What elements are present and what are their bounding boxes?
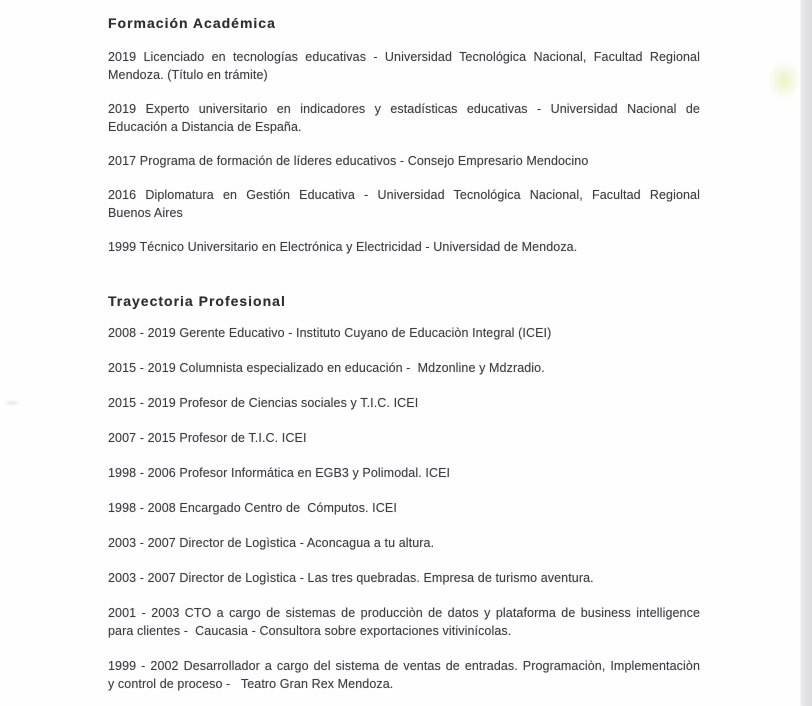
cv-entry-line: 2019 Experto universitario en indicadores y estadísticas educativas - Universidad Nacional de	[108, 102, 700, 116]
section-body-trayectoria-profesional	[108, 324, 700, 693]
cv-entry	[108, 152, 700, 170]
cv-entry	[108, 100, 700, 136]
cv-entry	[108, 464, 700, 482]
cv-entry-line: Mendoza. (Título en trámite)	[108, 68, 268, 82]
cv-entry	[108, 359, 700, 377]
cv-entry-line: 2015 - 2019 Columnista especializado en educación - Mdzonline y Mdzradio.	[108, 361, 545, 375]
scan-smudge-left	[4, 400, 20, 406]
cv-entry	[108, 534, 700, 552]
section-body-formacion-academica	[108, 48, 700, 256]
cv-entry-line: Buenos Aires	[108, 206, 183, 220]
cv-entry-line: 2003 - 2007 Director de Logìstica - Aconcagua a tu altura.	[108, 536, 435, 550]
cv-entry	[108, 48, 700, 84]
cv-entry-line: 2003 - 2007 Director de Logìstica - Las tres quebradas. Empresa de turismo aventura.	[108, 571, 594, 585]
cv-entry	[108, 324, 700, 342]
cv-entry-line: 2015 - 2019 Profesor de Ciencias sociales y T.I.C. ICEI	[108, 396, 419, 410]
section-heading-trayectoria-profesional: Trayectoria Profesional	[108, 293, 286, 309]
cv-content	[108, 6, 700, 706]
cv-entry	[108, 657, 700, 693]
section-heading-formacion-academica: Formación Académica	[108, 15, 276, 31]
cv-entry-line: 2007 - 2015 Profesor de T.I.C. ICEI	[108, 431, 307, 445]
cv-entry-line: 2019 Licenciado en tecnologías educativas - Universidad Tecnológica Nacional, Facultad Regional	[108, 50, 700, 64]
cv-entry-line: 1998 - 2008 Encargado Centro de Cómputos. ICEI	[108, 501, 397, 515]
cv-entry	[108, 499, 700, 517]
cv-entry-line: 1999 - 2002 Desarrollador a cargo del sistema de ventas de entradas. Programaciòn, Implementaciòn	[108, 659, 700, 673]
scan-edge-artifact	[800, 0, 812, 706]
scan-smudge-yellow	[768, 60, 800, 100]
cv-entry	[108, 186, 700, 222]
cv-entry-line: y control de proceso - Teatro Gran Rex Mendoza.	[108, 677, 394, 691]
cv-entry-line: Educación a Distancia de España.	[108, 120, 302, 134]
cv-entry-line: 1998 - 2006 Profesor Informática en EGB3 y Polimodal. ICEI	[108, 466, 451, 480]
cv-entry-line: 2017 Programa de formación de líderes educativos - Consejo Empresario Mendocino	[108, 154, 589, 168]
cv-entry	[108, 569, 700, 587]
cv-entry-line: 2016 Diplomatura en Gestión Educativa - Universidad Tecnológica Nacional, Facultad Regional	[108, 188, 700, 202]
cv-entry-line: para clientes - Caucasia - Consultora sobre exportaciones vitivinícolas.	[108, 624, 512, 638]
cv-entry-line: 1999 Técnico Universitario en Electrónica y Electricidad - Universidad de Mendoza.	[108, 240, 578, 254]
cv-entry-line: 2001 - 2003 CTO a cargo de sistemas de producciòn de datos y plataforma de business intelligence	[108, 606, 700, 620]
cv-entry	[108, 604, 700, 640]
cv-entry	[108, 429, 700, 447]
cv-entry	[108, 238, 700, 256]
cv-entry	[108, 394, 700, 412]
cv-entry-line: 2008 - 2019 Gerente Educativo - Instituto Cuyano de Educaciòn Integral (ICEI)	[108, 326, 552, 340]
